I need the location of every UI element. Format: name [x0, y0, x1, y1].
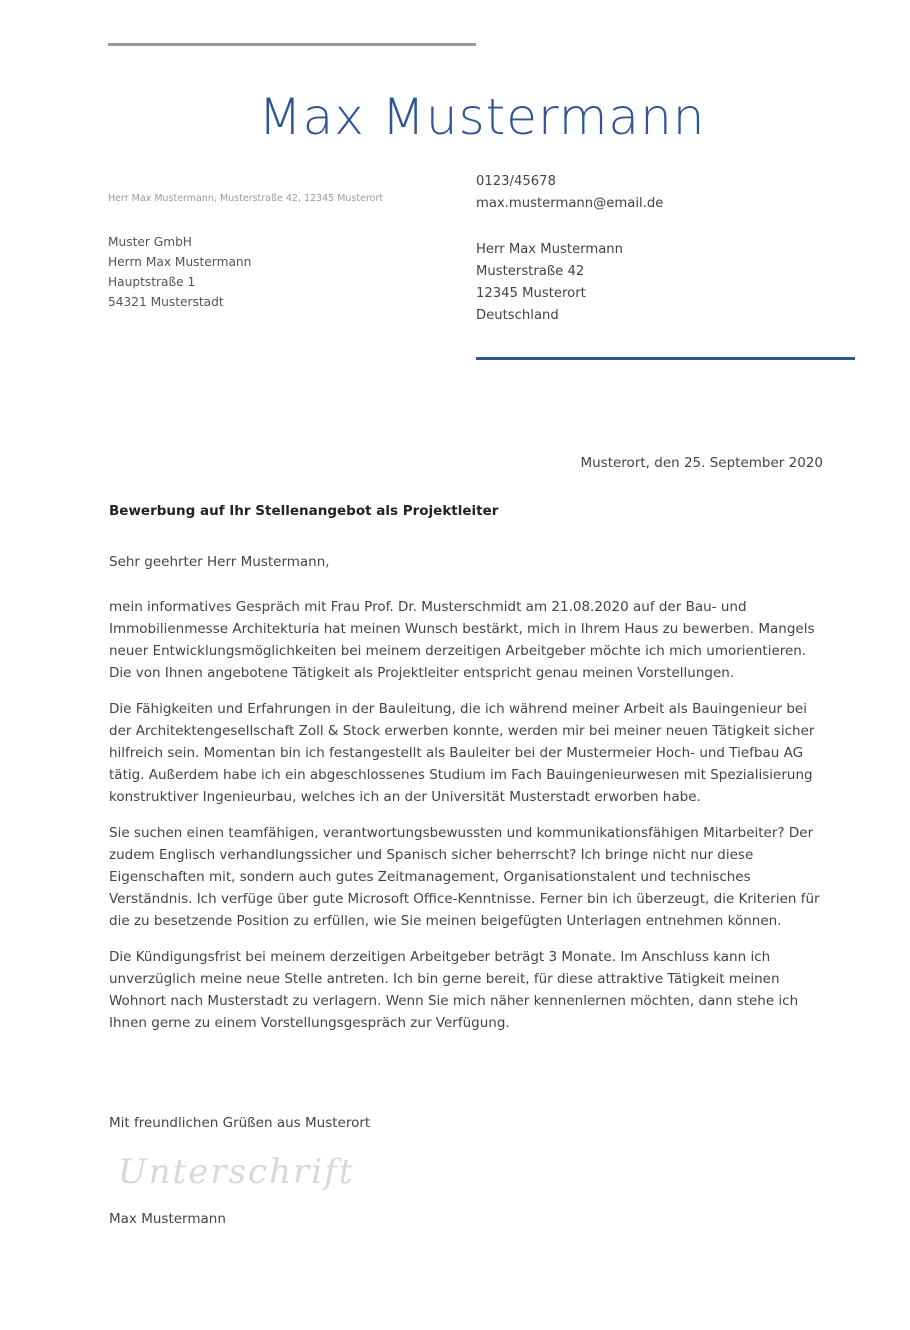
- recipient-address-block: [108, 232, 251, 312]
- signature-placeholder: Unterschrift: [118, 1152, 355, 1192]
- sender-city: 12345 Musterort: [476, 286, 586, 301]
- letter-subject: Bewerbung auf Ihr Stellenangebot als Projektleiter: [109, 503, 499, 519]
- applicant-name-heading: Max Mustermann: [258, 88, 706, 146]
- recipient-street: Hauptstraße 1: [108, 275, 196, 289]
- body-paragraph: Die Fähigkeiten und Erfahrungen in der Bauleitung, die ich während meiner Arbeit als Bauingenieur bei der Architektengesellschaft Zoll & Stock erwerben konnte, werden mir bei meiner neuen Tätigkeit sicher hilfreich sein. Momentan bin ich festangestellt als Bauleiter bei der Mustermeier Hoch- und Tiefbau AG tätig. Außerdem habe ich ein abgeschlossenes Studium im Fach Bauingenieurwesen mit Spezialisierung konstruktiver Ingenieurbau, welches ich an der Universität Musterstadt erworben habe.: [109, 701, 815, 805]
- sender-phone: 0123/45678: [476, 174, 556, 189]
- letter-body: [109, 596, 821, 1048]
- recipient-city: 54321 Musterstadt: [108, 295, 224, 309]
- signer-name: Max Mustermann: [109, 1211, 226, 1227]
- letter-date: Musterort, den 25. September 2020: [580, 455, 823, 471]
- letter-closing: Mit freundlichen Grüßen aus Musterort: [109, 1115, 371, 1131]
- sender-return-address: Herr Max Mustermann, Musterstraße 42, 12345 Musterort: [108, 193, 384, 204]
- sender-email: max.mustermann@email.de: [476, 196, 664, 211]
- sender-street: Musterstraße 42: [476, 264, 585, 279]
- sender-name: Herr Max Mustermann: [476, 242, 624, 257]
- sender-country: Deutschland: [476, 308, 559, 323]
- recipient-company: Muster GmbH: [108, 235, 192, 249]
- body-paragraph: Die Kündigungsfrist bei meinem derzeitigen Arbeitgeber beträgt 3 Monate. Im Anschluss kann ich unverzüglich meine neue Stelle antreten. Ich bin gerne bereit, für diese attraktive Tätigkeit meinen Wohnort nach Musterstadt zu verlagern. Wenn Sie mich näher kennenlernen möchten, dann stehe ich Ihnen gerne zu einem Vorstellungsgespräch zur Verfügung.: [109, 949, 799, 1031]
- accent-divider: [476, 357, 855, 360]
- body-paragraph: Sie suchen einen teamfähigen, verantwortungsbewussten und kommunikationsfähigen Mitarbeiter? Der zudem Englisch verhandlungssicher und Spanisch sicher beherrscht? Ich bringe nicht nur diese Eigenschaften mit, sondern auch gutes Zeitmanagement, Organisationstalent und technisches Verständnis. Ich verfüge über gute Microsoft Office-Kenntnisse. Ferner bin ich überzeugt, die Kriterien für die zu besetzende Position zu erfüllen, wie Sie meinen beigefügten Unterlagen entnehmen können.: [109, 825, 820, 929]
- letter-salutation: Sehr geehrter Herr Mustermann,: [109, 554, 330, 570]
- top-divider: [108, 43, 476, 46]
- recipient-contact-person: Herrn Max Mustermann: [108, 255, 252, 269]
- sender-contact-block: [476, 171, 663, 327]
- body-paragraph: mein informatives Gespräch mit Frau Prof. Dr. Musterschmidt am 21.08.2020 auf der Bau- und Immobilienmesse Architekturia hat meinen Wunsch bestärkt, mich in Ihrem Haus zu bewerben. Mangels neuer Entwicklungsmöglichkeiten bei meinem derzeitigen Arbeitgeber möchte ich mich umorientieren. Die von Ihnen angebotene Tätigkeit als Projektleiter entspricht genau meinen Vorstellungen.: [109, 599, 815, 681]
